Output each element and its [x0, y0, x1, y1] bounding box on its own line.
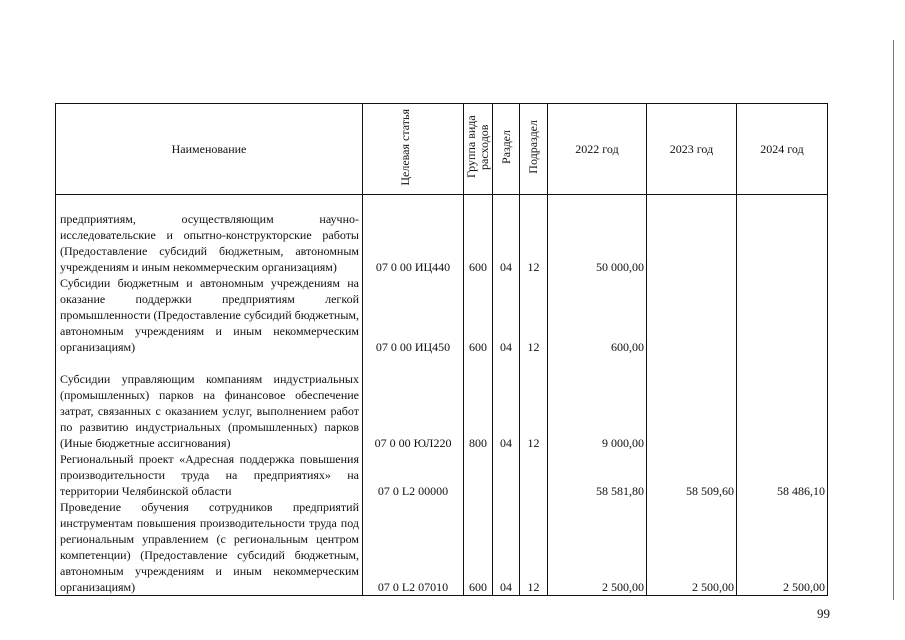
budget-table [55, 103, 828, 596]
row-section: 04 [493, 355, 520, 451]
row-section: 04 [493, 499, 520, 596]
row-article: 07 0 00 ЮЛ220 [363, 355, 464, 451]
row-subsection: 12 [520, 355, 548, 451]
header-year-2022: 2022 год [548, 104, 647, 195]
row-2023 [647, 355, 737, 451]
row-2023 [647, 275, 737, 355]
header-section: Раздел [493, 104, 520, 195]
row-section: 04 [493, 195, 520, 275]
row-name: Субсидии управляющим компаниям индустриальных (промышленных) парков на финансовое обеспечение затрат, связанных с оказанием услуг, выполнением работ по развитию индустриальных (промышленных) парков (Иные бюджетные ассигнования) [56, 355, 363, 451]
row-name: Проведение обучения сотрудников предприятий инструментам повышения производительности труда под региональным управлением (с региональным центром компетенции) (Предоставление субсидий бюджетным, автономным учреждениям и иным некоммерческим организациям) [56, 499, 363, 596]
row-group: 600 [464, 275, 493, 355]
header-expense-group: Группа вида расходов [464, 104, 493, 195]
row-2022: 58 581,80 [548, 451, 647, 499]
row-subsection: 12 [520, 275, 548, 355]
row-2023: 2 500,00 [647, 499, 737, 596]
row-name: Региональный проект «Адресная поддержка повышения производительности труда на предприятиях» на территории Челябинской области [56, 451, 363, 499]
table-row [56, 275, 828, 355]
row-2022: 50 000,00 [548, 195, 647, 275]
row-2024: 2 500,00 [737, 499, 828, 596]
header-year-2024: 2024 год [737, 104, 828, 195]
row-2024 [737, 355, 828, 451]
row-name: предприятиям, осуществляющим научно-исследовательские и опытно-конструкторские работы (Предоставление субсидий бюджетным, автономным учреждениям и иным некоммерческим организациям) [56, 195, 363, 275]
row-article: 07 0 L2 00000 [363, 451, 464, 499]
row-2024: 58 486,10 [737, 451, 828, 499]
row-article: 07 0 00 ИЦ440 [363, 195, 464, 275]
table-row [56, 355, 828, 451]
row-subsection [520, 451, 548, 499]
table-row [56, 499, 828, 596]
row-2023: 58 509,60 [647, 451, 737, 499]
row-group: 800 [464, 355, 493, 451]
row-2022: 2 500,00 [548, 499, 647, 596]
row-2022: 600,00 [548, 275, 647, 355]
row-subsection: 12 [520, 195, 548, 275]
row-section [493, 451, 520, 499]
page-edge-line [893, 40, 894, 600]
row-section: 04 [493, 275, 520, 355]
row-article: 07 0 00 ИЦ450 [363, 275, 464, 355]
table-row [56, 195, 828, 275]
header-name: Наименование [56, 104, 363, 195]
header-year-2023: 2023 год [647, 104, 737, 195]
table-header-row [56, 104, 828, 195]
row-subsection: 12 [520, 499, 548, 596]
row-group [464, 451, 493, 499]
header-subsection: Подраздел [520, 104, 548, 195]
row-2024 [737, 275, 828, 355]
row-2024 [737, 195, 828, 275]
row-2023 [647, 195, 737, 275]
row-article: 07 0 L2 07010 [363, 499, 464, 596]
header-target-article: Целевая статья [363, 104, 464, 195]
row-group: 600 [464, 195, 493, 275]
row-group: 600 [464, 499, 493, 596]
row-name: Субсидии бюджетным и автономным учреждениям на оказание поддержки предприятиям легкой промышленности (Предоставление субсидий бюджетным, автономным учреждениям и иным некоммерческим организациям) [56, 275, 363, 355]
page-number: 99 [817, 606, 830, 621]
row-2022: 9 000,00 [548, 355, 647, 451]
table-row [56, 451, 828, 499]
